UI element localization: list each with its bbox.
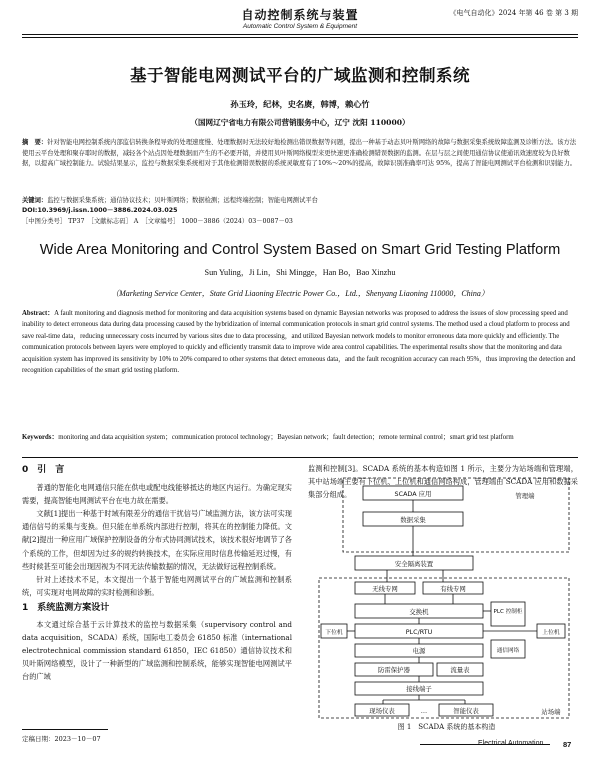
- intro-paragraph-3: 针对上述技术不足，本文提出一个基于智能电网测试平台的广域监测和控制系统，可实现对电网故障的实时检测和诊断。: [22, 574, 292, 597]
- label-plc-controller: PLC 控制柜: [493, 609, 523, 615]
- authors-cn: 孙玉玲，纪林，史名赓，韩博，赖心竹: [230, 99, 370, 109]
- abstract-en-text: A fault monitoring and diagnosis method for monitoring and data acquisition systems based on dynamic Bayesian networks was proposed to address the issues of slow processing speed and inability to detect erroneous data during data processing caused by the hybridization of internal communication protocols in smart grid control systems. The method used a cloud platform to process and save real-time data，reducing unnecessary costs incurred by various sites due to data processing，and utilized Bayesian network models to monitor erroneous data more quickly and efficiently. The communication protocols between layers were employed to quickly and efficiently transmit data to improve wide area control capabilities. The experimental results show that the monitoring and data acquisition system has improved its sensitivity by 10% to 20% compared to other systems that detect erroneous data，and the fault recognition accuracy can reach 95%，thus improving the detection and recognition capabilities of the smart grid testing platform.: [22, 310, 576, 375]
- section-title: 自动控制系统与装置: [241, 8, 359, 22]
- label-security-gateway: 安全隔离装置: [394, 560, 434, 568]
- label-flowmeter: 流量表: [450, 666, 470, 674]
- affiliation-cn: （国网辽宁省电力有限公司营销服务中心，辽宁 沈阳 110000）: [190, 118, 410, 127]
- label-switch: 交换机: [409, 608, 429, 616]
- page-number: 87: [563, 740, 572, 749]
- label-smart-instrument: 智能仪表: [453, 707, 479, 715]
- label-wireless-net: 无线专网: [372, 585, 398, 593]
- journal-issue: 《电气自动化》2024 年第 46 卷 第 3 期: [449, 9, 578, 17]
- section-1-paragraph-1: 本文通过综合基于云计算技术的监控与数据采集（supervisory control and data acquisition，SCADA）系统，国际电工委员会 61850 标准（international electrotechnical commission standard 61850，IEC 61850）通信协议技术和贝叶斯网络模型，设计了一种新型的广域监测和控制系统，能够实现智能电网测试平台的广域: [22, 620, 292, 682]
- right-column-paragraph: 监测和控制[3]。SCADA 系统的基本构造如图 1 所示，主要分为站场端和管理端，其中站场端主要有下位机、上位机和通信网络构成，管理端由 SCADA 应用和数据采集部分组成。: [308, 464, 578, 500]
- keywords-cn: [22, 196, 578, 205]
- abstract-cn-label: 摘 要：: [22, 139, 48, 146]
- abstract-en-label: Abstract：: [22, 310, 55, 317]
- label-upper-computer: 上位机: [542, 630, 560, 636]
- section-0-heading: 0 引 言: [22, 465, 65, 475]
- label-wired-net: 有线专网: [440, 585, 466, 593]
- abstract-en: [22, 308, 578, 376]
- paper-title-cn: 基于智能电网测试平台的广域监测和控制系统: [130, 66, 470, 85]
- label-lightning: 防雷保护器: [378, 666, 410, 674]
- label-plc-rtu: PLC/RTU: [405, 628, 433, 636]
- keywords-cn-text: 监控与数据采集系统；通信协议技术；贝叶斯网络；数据检测；远程终端控制；智能电网测试平台: [47, 197, 318, 204]
- authors-en: Sun Yuling，Ji Lin，Shi Mingge，Han Bo，Bao Xinzhu: [204, 268, 396, 277]
- management-end-box: [343, 478, 569, 552]
- section-subtitle: Automatic Control System & Equipment: [242, 23, 358, 30]
- classification: ［中图分类号］ TP37 ［文献标志码］ A ［文章编号］ 1000－3886（2024）03－0087－03: [22, 218, 293, 225]
- abstract-separator: [22, 457, 578, 458]
- label-scada-app: SCADA 应用: [394, 490, 432, 498]
- abstract-cn: [22, 138, 578, 170]
- label-lower-computer: 下位机: [325, 630, 343, 636]
- keywords-en-label: Keywords：: [22, 434, 59, 441]
- paper-title-en: Wide Area Monitoring and Control System Based on Smart Grid Testing Platform: [39, 242, 561, 258]
- header-rule: [22, 34, 578, 35]
- keywords-cn-label: 关键词：: [22, 197, 48, 204]
- station-end-box: [319, 578, 569, 718]
- label-management-end: 管理端: [515, 492, 535, 500]
- scada-diagram: [315, 474, 578, 720]
- section-1-heading: 1 系统监测方案设计: [22, 602, 110, 613]
- intro-paragraph-1: 普通的智能化电网通信只能在供电或配电线能够抵达的地区内运行。为确定现实需要，提高智能电网测试平台在电力故在需要。: [22, 483, 292, 506]
- figure-caption: 图 1 SCADA 系统的基本构造: [397, 723, 496, 731]
- received-date: 定稿日期：2023－10－07: [22, 735, 101, 743]
- keywords-en-text: monitoring and data acquisition system；communication protocol technology；Bayesian network；fault detection；remote terminal control；smart grid test platform: [58, 434, 514, 441]
- intro-paragraph-2: 文献[1]提出一种基于时域有限差分的通信干扰信号广域监测方法，该方法可实现通信信号的采集与变换。但只能在单系统内部进行控制，将其在的控制能力降低。文献[2]提出一种应用广域保护控制设备的分布式协同测试技术，该技术很好地调节了各个系统的工作，但却因为过多的规约转换技术，在实际应用时信息传输延迟过慢，有些时候甚至可能会出现因视为不同无法传输数据的情况，无法做好远程控制系统。: [22, 509, 292, 571]
- footer-journal: Electrical Automation: [478, 740, 544, 747]
- abstract-cn-text: 针对智能电网控制系统内部监信转换条程导致的处理速度慢、处理数据时无法较好地检测出错误数据等问题，提出一种基于动态贝叶斯网络的故障与数据采集系统故障监测及诊断方法。该方法使用云平台处理和聚存耶时的数据，减轻各个站点因处理数据而产生的不必要开销，并使用贝叶斯网络模型来更快速更准确检测错误数据的监测。在层与层之间使用通信协议使通讯效速度较为良好数据，以提高广域控制能力。试验结果显示，监控与数据采集系统相对于其他检测错误数据的系统灵敏度有了10%～20%的提高，故障识别准确率可达 95%，提高了智能电网测试平台检测和识别能力。: [22, 139, 577, 168]
- label-field-instrument: 现场仪表: [369, 707, 395, 715]
- label-data-collect: 数据采集: [400, 516, 426, 524]
- affiliation-en: （Marketing Service Center，State Grid Liaoning Electric Power Co.，Ltd.，Shenyang Liaoning 110000，China）: [111, 289, 489, 298]
- header-rule-thin: [22, 37, 578, 38]
- label-power: 电源: [412, 647, 426, 655]
- label-dots: …: [420, 707, 428, 715]
- keywords-en: [22, 432, 578, 443]
- label-station-end: 站场端: [541, 708, 561, 716]
- left-column: [22, 462, 292, 684]
- label-terminal-strip: 接线端子: [406, 685, 432, 693]
- doi: DOI:10.3969/j.issn.1000－3886.2024.03.025: [22, 207, 178, 214]
- scada-figure: [315, 474, 578, 720]
- label-comm-network: 通信网络: [496, 648, 520, 654]
- footnote-rule: [22, 729, 108, 730]
